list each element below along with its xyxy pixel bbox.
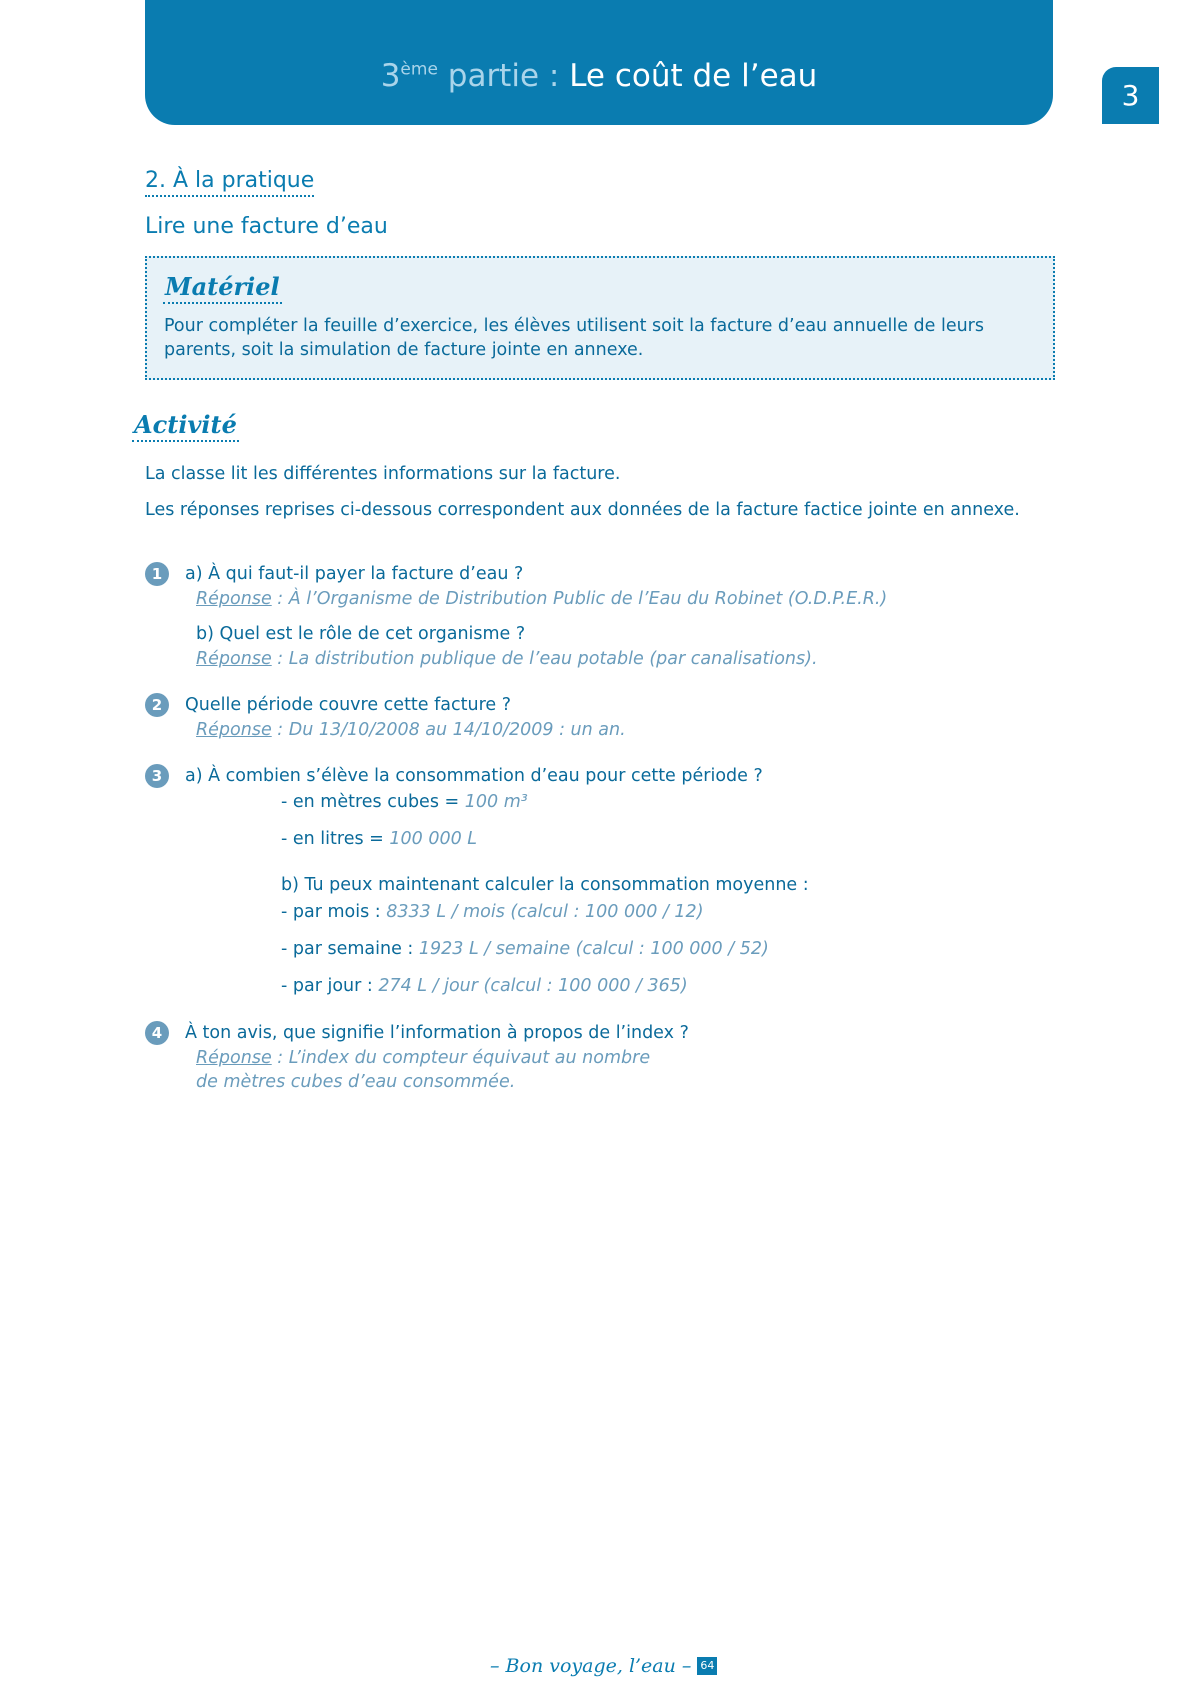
- question-2: Quelle période couvre cette facture ?: [185, 695, 512, 715]
- answer-3b-mois: - par mois : 8333 L / mois (calcul : 100 000 / 12): [281, 902, 704, 922]
- question-number-4: 4: [145, 1021, 169, 1045]
- question-1a: a) À qui faut-il payer la facture d’eau ?: [185, 564, 524, 584]
- chapter-tab: 3: [1102, 67, 1159, 124]
- answer-1b: Réponse : La distribution publique de l’eau potable (par canalisations).: [196, 649, 818, 669]
- page-number: 64: [697, 1657, 717, 1675]
- question-number-1: 1: [145, 562, 169, 586]
- page-title: 3ème partie : Le coût de l’eau: [380, 57, 818, 94]
- answer-3b-semaine: - par semaine : 1923 L / semaine (calcul : 100 000 / 52): [281, 939, 769, 959]
- question-4: À ton avis, que signifie l’information à propos de l’index ?: [185, 1023, 689, 1043]
- question-3b: b) Tu peux maintenant calculer la consommation moyenne :: [281, 875, 809, 895]
- question-number-3: 3: [145, 764, 169, 788]
- header-banner: [145, 0, 1053, 125]
- activite-intro-2: Les réponses reprises ci-dessous correspondent aux données de la facture factice jointe en annexe.: [145, 500, 1020, 520]
- answer-4: Réponse : L’index du compteur équivaut au nombre: [196, 1048, 651, 1068]
- question-1b: b) Quel est le rôle de cet organisme ?: [196, 624, 526, 644]
- question-number-2: 2: [145, 693, 169, 717]
- footer-text: – Bon voyage, l’eau –: [490, 1655, 692, 1677]
- answer-4-line2: de mètres cubes d’eau consommée.: [196, 1072, 516, 1092]
- question-3a: a) À combien s’élève la consommation d’eau pour cette période ?: [185, 766, 763, 786]
- materiel-box: [145, 256, 1055, 380]
- section-subtitle: Lire une facture d’eau: [145, 214, 388, 239]
- answer-2: Réponse : Du 13/10/2008 au 14/10/2009 : un an.: [196, 720, 626, 740]
- answer-1a: Réponse : À l’Organisme de Distribution Public de l’Eau du Robinet (O.D.P.E.R.): [196, 589, 888, 609]
- answer-3a-m3: - en mètres cubes = 100 m³: [281, 792, 528, 812]
- answer-3b-jour: - par jour : 274 L / jour (calcul : 100 000 / 365): [281, 976, 688, 996]
- section-title: 2. À la pratique: [145, 168, 314, 197]
- answer-3a-litres: - en litres = 100 000 L: [281, 829, 478, 849]
- materiel-heading: Matériel: [163, 272, 282, 304]
- materiel-text: Pour compléter la feuille d’exercice, les élèves utilisent soit la facture d’eau annuelle de leurs parents, soit la simulation de facture jointe en annexe.: [164, 316, 984, 360]
- activite-intro-1: La classe lit les différentes informations sur la facture.: [145, 464, 621, 484]
- footer: [490, 1655, 717, 1677]
- activite-heading: Activité: [132, 410, 239, 442]
